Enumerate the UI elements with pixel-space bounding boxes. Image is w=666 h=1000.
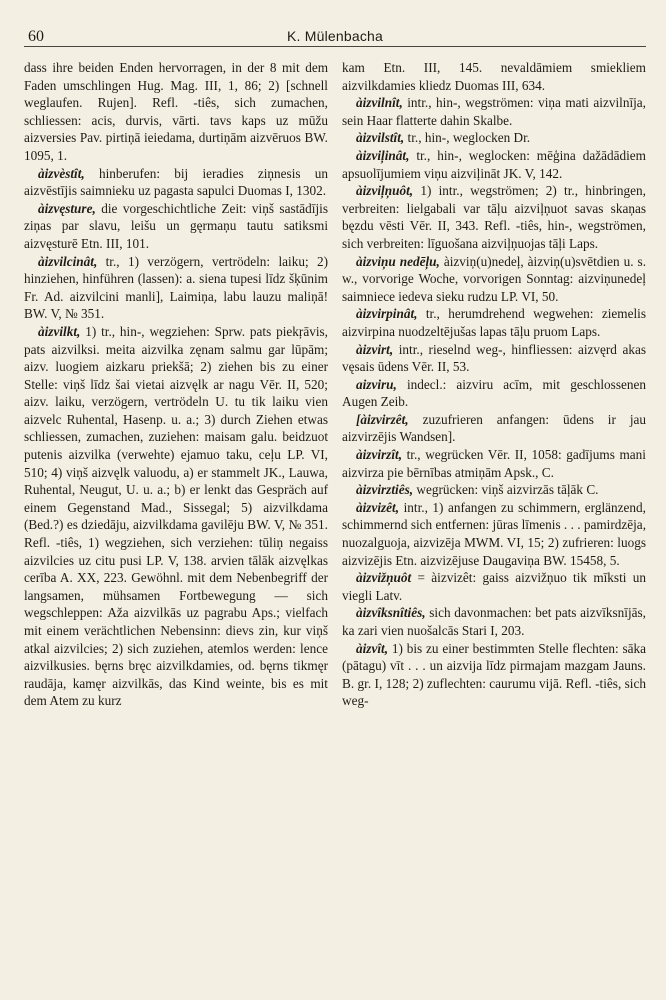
entry-text: àizviņ(u)nedeļ, àizviņ(u)svētdien u. s. w., vorvorige Woche, vorvorigen Sonntag: aizviņunedeļ saimniece iedeva sieku rudzu LP. VI, 50. xyxy=(342,253,647,304)
dictionary-entry xyxy=(342,253,646,306)
entry-headword: àizvirzît, xyxy=(356,447,403,463)
dictionary-entry xyxy=(342,640,646,710)
entry-text: die vorgeschichtliche Zeit: viņš sastādījis ziņas par slavu, leišu un gęrmaņu tautu satiksmi aizvęsturē Etn. III, 101. xyxy=(24,200,329,251)
right-column xyxy=(342,59,646,710)
entry-text: 1) intr., wegströmen; 2) tr., hinbringen, verbreiten: lielgabali var tāļu aizviļņuot savas skaņas bęzdu vēsti Vēr. II, 343. Refl. -tiês, hin-, wegströmen, sich verbreiten: līguošana aizviļņuojas tāļi Laps. xyxy=(342,183,646,251)
entry-headword: àizviļinât, xyxy=(356,147,410,163)
entry-headword: àizvirt, xyxy=(356,341,394,357)
dictionary-entry xyxy=(342,94,646,129)
dictionary-entry xyxy=(342,604,646,639)
entry-text: 1) tr., hin-, wegziehen: Sprw. pats piekŗāvis, pats aizvilksi. meita aizvilka zęnam salmu gar lūpām; aizv. luogiem aizkaru priekšā; 2) ziehen bis zu einer Stelle: viņš līdz šai vietai aizvęlk ar nagu Vēr. II, 520; aizv. laiku, verzögern, vertrödeln U. tu tik laiku vien aizvelc Ruhental, Hasenp. u. a.; 3) durch Ziehen etwas schliessen, zumachen, zuziehen: maisam galu. beidzuot putenis aizvilka (verwehte) ejamuo taku, ceļu LP. VI, 510; 4) viņš aizvęlk valuodu, a) er stammelt JK., Lauwa, Ruhental, Neugut, U. u. a.; b) er lenkt das Gespräch auf einem Gegenstand Mad., Sissegal; 5) aizvilkdama (Bed.?) es dziedāju, aizvilkdama gavilēju BW. V, № 351. Refl. -tiês, 1) wegziehen, sich verziehen: tūliņ negaiss aizvilcies uz citu pusi LP. V, 138. arvien tālāk aizvęlkas cerība A. XX, 223. Gewöhnl. mit dem Nebenbegriff der langsamen, mühsamen Fortbewegung — sich wegschleppen: Aža aizvilkās uz pagrabu Aps.; vielfach mit einem verächtlichen Nebensinn: dievs zin, kur viņš atkal aizvilcies; 2) sich zuziehen, atemlos werden: lence aizvilkusies. bęrns bręc aizvilkdamies, od. bęrns tikmęr raudāja, kamęr aizvilkās, das Kind weinte, bis es mit dem Atem zu kurz xyxy=(24,323,328,709)
dictionary-entry xyxy=(342,376,646,411)
dictionary-entry xyxy=(342,305,646,340)
dictionary-entry xyxy=(24,59,328,165)
page-header xyxy=(24,0,646,47)
dictionary-entry xyxy=(342,341,646,376)
dictionary-entry xyxy=(24,200,328,253)
entry-headword: àizvilstît, xyxy=(356,130,405,146)
entry-text: tr., wegrücken Vēr. II, 1058: gadījums mani aizvirza pie bērnības atmiņām Apsk., C. xyxy=(342,447,646,480)
entry-text: tr., hin-, weglocken Dr. xyxy=(407,130,531,146)
entry-text: sich davonmachen: bet pats aizvīksnījās, ka zari vien nuošalcās Stari I, 203. xyxy=(342,605,646,638)
entry-headword: aizviru, xyxy=(356,376,397,392)
entry-text: wegrücken: viņš aizvirzās tāļāk C. xyxy=(416,482,599,498)
entry-text: intr., rieselnd weg-, hinfliessen: aizvęrd akas vęsais ūdens Vēr. II, 53. xyxy=(342,341,647,375)
dictionary-entry xyxy=(342,481,646,499)
dictionary-entry xyxy=(24,323,328,710)
entry-headword: [àizvirzêt, xyxy=(356,411,409,427)
dictionary-entry xyxy=(342,569,646,604)
entry-headword: àizvilnît, xyxy=(356,95,403,111)
entry-headword: àizviņu nedēļu, xyxy=(356,253,440,269)
text-columns xyxy=(24,59,646,710)
entry-headword: àizviļņuôt, xyxy=(356,183,414,199)
entry-headword: àizvižņuôt xyxy=(356,570,412,586)
entry-headword: àizvèstît, xyxy=(38,165,85,181)
entry-headword: àizvizêt, xyxy=(356,499,400,515)
entry-headword: àizvęsture, xyxy=(38,200,96,216)
entry-text: tr., 1) verzögern, vertrödeln: laiku; 2) hinziehen, hinführen (lassen): a. siena tupesi līdz šķūnim Fr. Ad. aizvilcini manli], Laimiņa, labu lauzu maliņā! BW. V, № 351. xyxy=(24,253,329,322)
entry-headword: àizvîksnîtiês, xyxy=(356,605,426,621)
entry-text: kam Etn. III, 145. nevaldāmiem smiekliem aizvilkdamies kliedz Duomas III, 634. xyxy=(342,60,646,93)
entry-text: = àizvizêt: gaiss aizvižņuo tik mīksti un viegli Latv. xyxy=(342,570,646,603)
dictionary-entry xyxy=(342,59,646,94)
dictionary-entry xyxy=(342,446,646,481)
dictionary-entry xyxy=(24,165,328,200)
entry-text: intr., 1) anfangen zu schimmern, erglänzend, schimmernd sich entfernen: jūras līmenis . . . pamirdzēja, nuozalguoja, aizvizēja MWM. VI, 15; 2) zufrieren: luogs aizvizējis Etn. aizvizējuse Daugaviņa BW. 15458, 5. xyxy=(342,499,646,568)
entry-headword: àizvilkt, xyxy=(38,323,81,339)
left-column xyxy=(24,59,328,710)
page-number: 60 xyxy=(28,28,44,45)
entry-headword: àizvirpinât, xyxy=(356,306,418,322)
entry-text: intr., hin-, wegströmen: viņa mati aizvilnīja, sein Haar flatterte dahin Skalbe. xyxy=(342,95,646,128)
entry-text: hinberufen: bij ieradies ziņnesis un aizvēstījis saimnieku uz pagasta sapulci Duomas I, 1302. xyxy=(24,165,329,199)
dictionary-entry xyxy=(342,499,646,569)
running-head: K. Mülenbacha xyxy=(287,28,383,44)
entry-text: tr., hin-, weglocken: mēģina dažādādiem apsuolījumiem viņu aizviļināt JK. V, 142. xyxy=(342,147,646,181)
dictionary-entry xyxy=(342,182,646,252)
entry-headword: àizvît, xyxy=(356,640,389,656)
entry-text: zuzufrieren anfangen: ūdens ir jau aizvirzējis Wandsen]. xyxy=(342,411,647,445)
dictionary-entry xyxy=(24,253,328,323)
entry-text: tr., herumdrehend wegwehen: ziemelis aizvirpina nuodzeltējušas lapas tāļu pruom Laps. xyxy=(342,306,647,339)
entry-text: dass ihre beiden Enden hervorragen, in der 8 mit dem Faden umschlingen Hug. Mag. III, 1, 86; 2) [schnell weglaufen. Rujen]. Refl. -tiês, sich zumachen, schliessen: acis, durvis, vārti. tavs kaps uz mūžu aizversies Pav. pirtiņā ieiedama, durtiņām aizvēruos BW. 1095, 1. xyxy=(24,60,328,163)
entry-headword: àizvilcinât, xyxy=(38,253,98,269)
dictionary-entry xyxy=(342,129,646,147)
entry-text: indecl.: aizviru acīm, mit geschlossenen Augen Zeib. xyxy=(342,376,647,410)
entry-text: 1) bis zu einer bestimmten Stelle flechten: sāka (pātagu) vīt . . . un aizvija līdz pirmajam mazgam Jauns. B. gr. I, 128; 2) zuflechten: caurumu vijā. Refl. -tiês, sich weg- xyxy=(342,640,646,709)
entry-headword: àizvirztiês, xyxy=(356,482,414,498)
dictionary-entry xyxy=(342,411,646,446)
dictionary-entry xyxy=(342,147,646,182)
